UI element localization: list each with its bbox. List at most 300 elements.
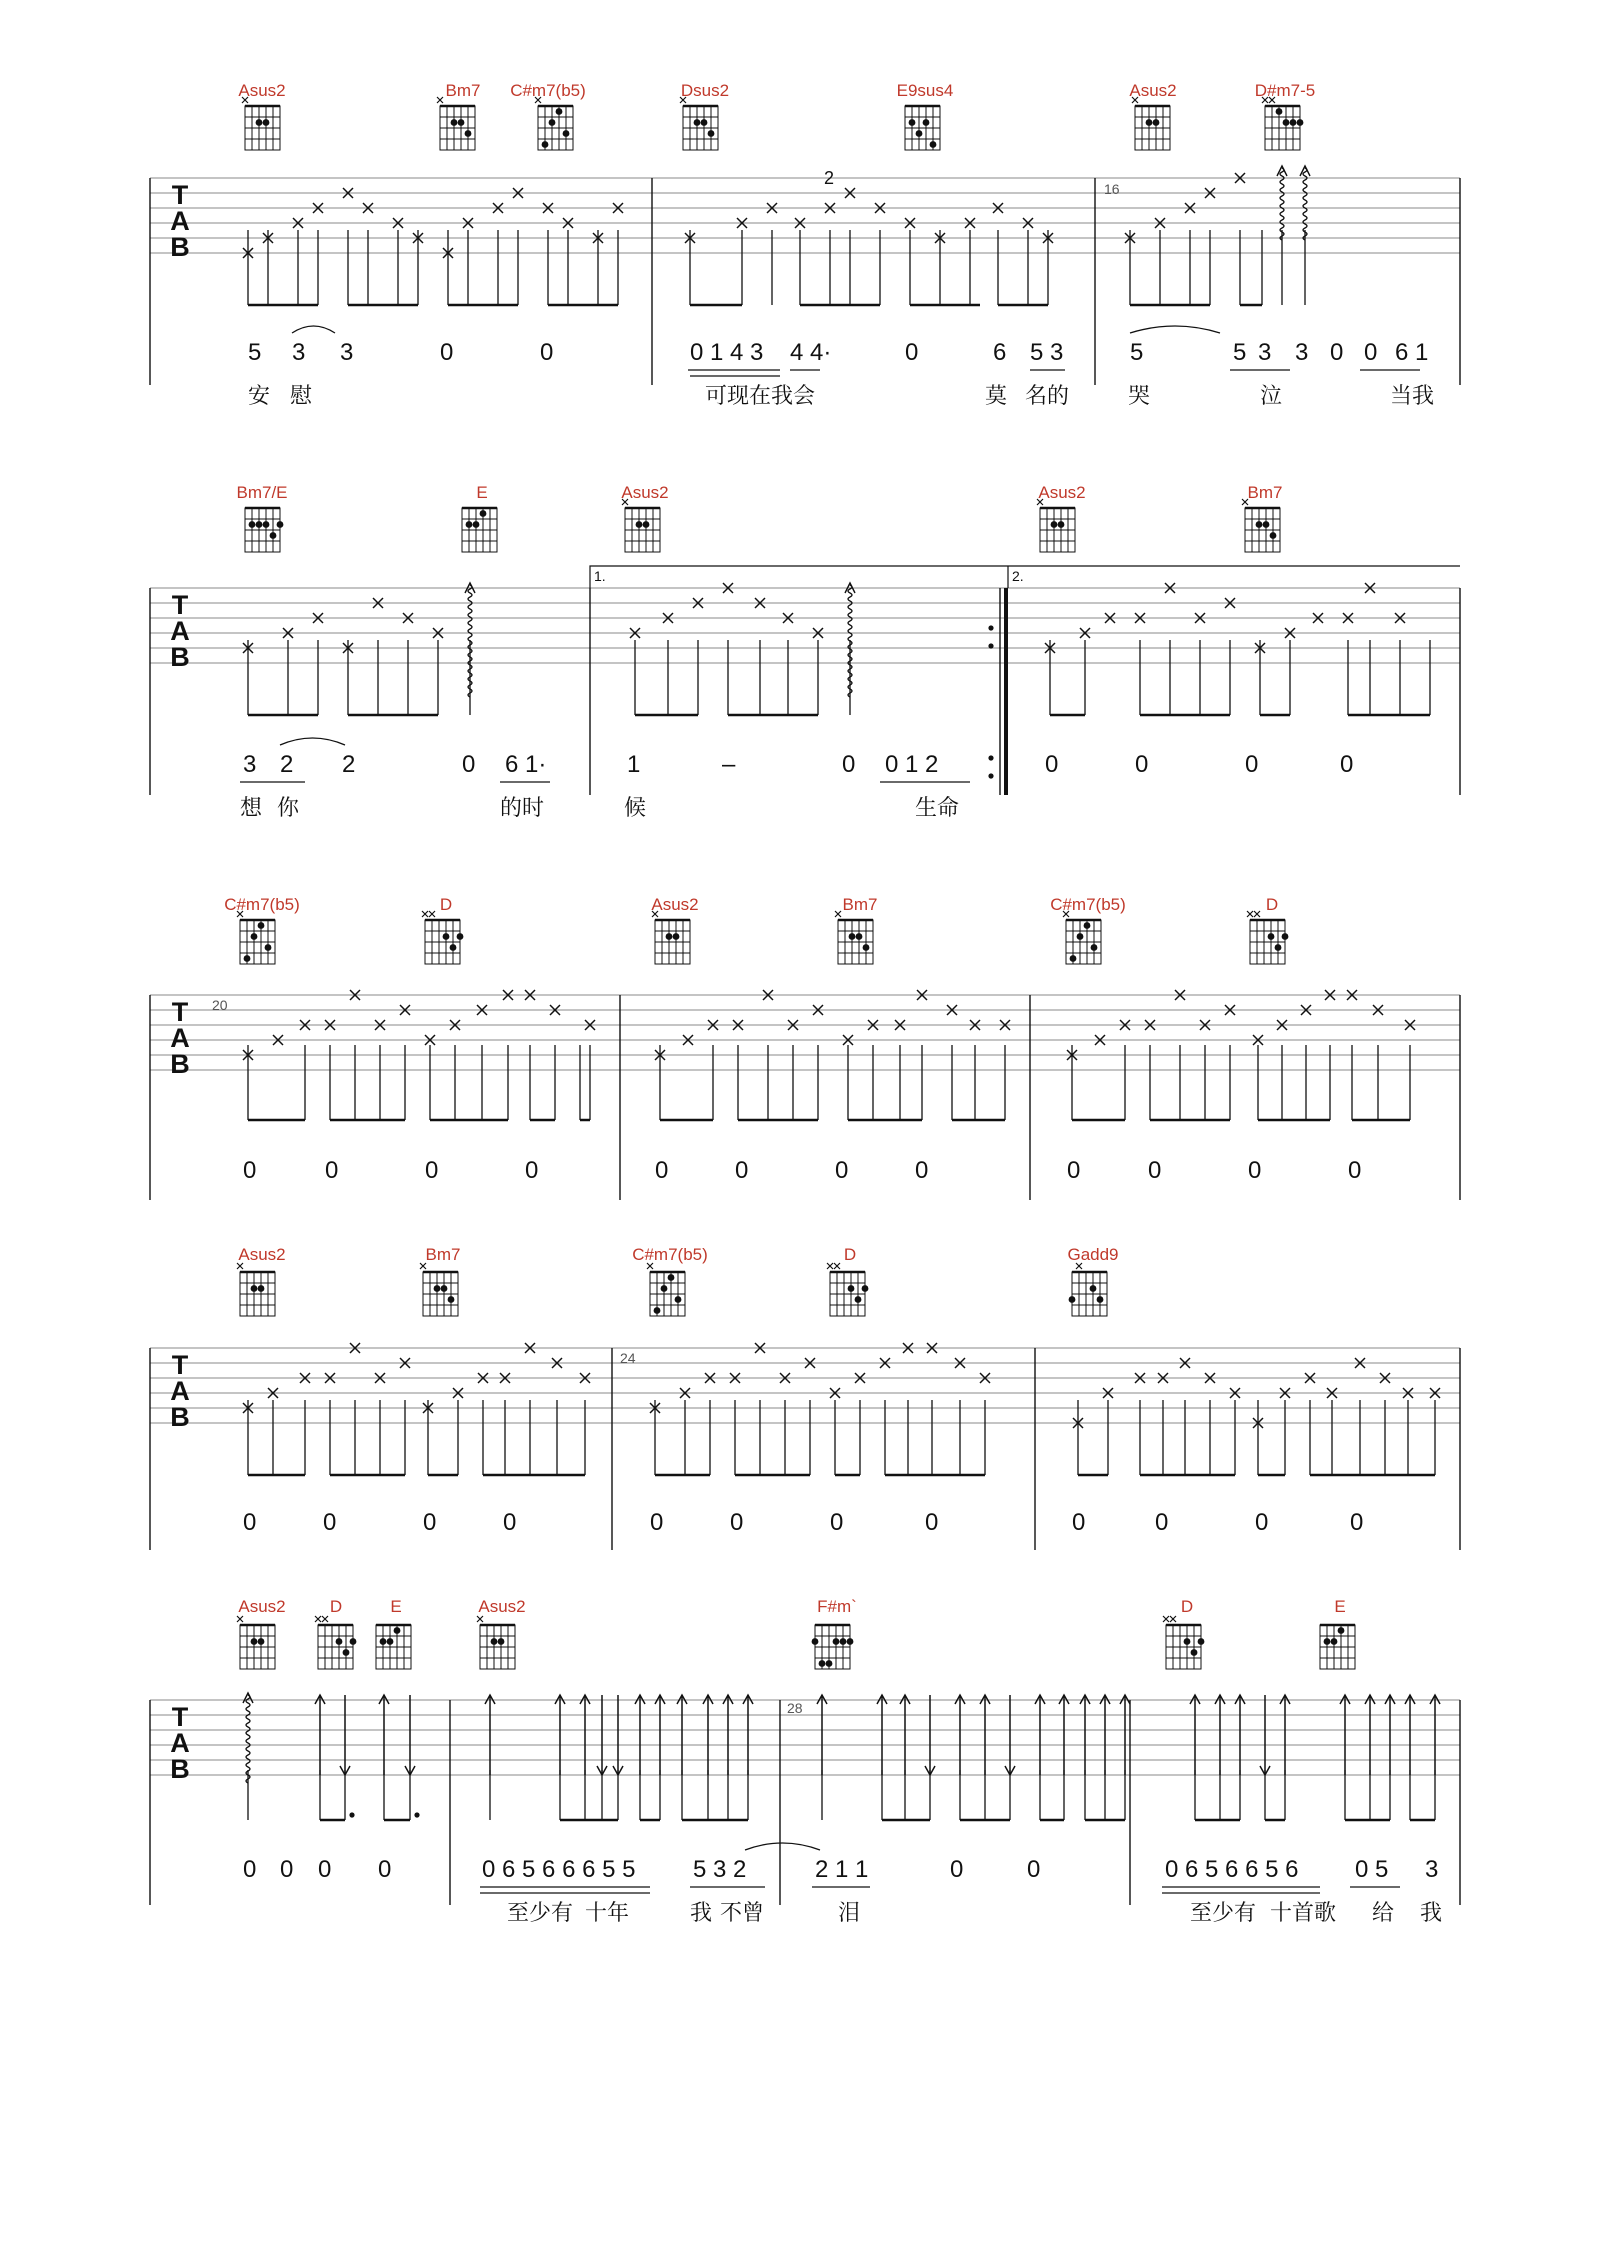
muted-string-icon — [1242, 499, 1248, 505]
jianpu-note: – — [722, 751, 736, 778]
chord-diagram-bm7 — [420, 1263, 458, 1316]
chord-name: Asus2 — [651, 895, 699, 914]
chord-name: E — [390, 1597, 402, 1616]
chord-diagram-csharpm7b5 — [237, 911, 275, 964]
jianpu-note: 0 — [1155, 1509, 1169, 1536]
chord-diagram-gadd9 — [1069, 1263, 1107, 1316]
muted-string-icon — [1247, 911, 1253, 917]
finger-dot — [1324, 1638, 1331, 1645]
finger-dot — [661, 1285, 668, 1292]
jianpu-note: 0 — [1135, 751, 1149, 778]
chord-name: D — [1180, 1597, 1194, 1616]
jianpu-note: 0 — [318, 1856, 332, 1883]
arpeggio-wave — [243, 1693, 253, 1783]
finger-dot — [1184, 1638, 1191, 1645]
measure-number: 16 — [1104, 181, 1120, 197]
chord-diagram-e — [376, 1625, 411, 1669]
system-2 — [150, 483, 1460, 821]
stems-beams — [248, 1400, 1435, 1475]
tab-clef — [170, 1350, 190, 1432]
finger-dot — [258, 922, 265, 929]
finger-dot — [1270, 532, 1277, 539]
chord-name: Asus2 — [238, 81, 286, 100]
tab-clef-a: A — [170, 1728, 190, 1758]
lyric: 安 — [248, 384, 271, 409]
finger-dot — [909, 119, 916, 126]
jianpu-note: 0 — [650, 1509, 664, 1536]
finger-dot — [1275, 944, 1282, 951]
tab-clef-b: B — [170, 1402, 190, 1432]
jianpu-note: 0 1 2 — [885, 751, 939, 778]
jianpu-note: 0 — [835, 1157, 849, 1184]
jianpu-note: 0 — [1248, 1157, 1262, 1184]
jianpu-note: 5 3 2 — [693, 1856, 747, 1883]
chord-name: C#m7(b5) — [510, 81, 586, 100]
volta-1: 1. — [594, 568, 606, 584]
jianpu-note: 0 — [243, 1157, 257, 1184]
finger-dot — [1153, 119, 1160, 126]
chord-diagram-asus2 — [652, 911, 690, 964]
jianpu-note: 6 — [993, 339, 1007, 366]
jianpu-note: 6 1· — [505, 751, 547, 778]
jianpu-line — [243, 1157, 1361, 1184]
jianpu-note: 0 — [540, 339, 554, 366]
jianpu-note: 3 — [1258, 339, 1272, 366]
stems-beams — [248, 640, 1430, 715]
jianpu-note: 3 — [292, 339, 306, 366]
muted-string-icon — [422, 911, 428, 917]
tab-clef — [170, 180, 190, 262]
jianpu-note: 5 3 — [1030, 339, 1064, 366]
finger-dot — [251, 1638, 258, 1645]
jianpu-note: 0 1 4 3 — [690, 339, 764, 366]
finger-dot — [251, 933, 258, 940]
chord-name: C#m7(b5) — [632, 1245, 708, 1264]
jianpu-line — [243, 1856, 1438, 1883]
tab-staff — [150, 1348, 1460, 1423]
jianpu-note: 2 — [280, 751, 294, 778]
lyric: 莫 — [985, 384, 1008, 409]
stems-beams — [248, 1770, 1435, 1820]
chord-diagram-csharpm7b5 — [1063, 911, 1101, 964]
finger-dot — [549, 119, 556, 126]
arrow-head-icon — [243, 1693, 253, 1703]
muted-string-icon — [322, 1616, 328, 1622]
muted-string-icon — [420, 1263, 426, 1269]
jianpu-note: 0 — [830, 1509, 844, 1536]
finger-dot — [708, 130, 715, 137]
tab-clef-a: A — [170, 1023, 190, 1053]
finger-dot — [450, 944, 457, 951]
lyric: 我 — [690, 1901, 713, 1926]
lyric: 哭 — [1128, 384, 1151, 409]
jianpu-note: 0 — [323, 1509, 337, 1536]
chord-name: D — [439, 895, 453, 914]
jianpu-note: 0 — [440, 339, 454, 366]
finger-dot — [1282, 933, 1289, 940]
finger-dot — [1051, 521, 1058, 528]
jianpu-note: 0 — [1027, 1856, 1041, 1883]
lyric: 不曾 — [720, 1901, 765, 1926]
jianpu-note: 0 — [1350, 1509, 1364, 1536]
chord-name: E9sus4 — [896, 81, 954, 100]
tab-clef-t: T — [171, 997, 189, 1027]
jianpu-note: 0 — [735, 1157, 749, 1184]
finger-dot — [350, 1638, 357, 1645]
finger-dot — [270, 532, 277, 539]
strum-arrows — [315, 1695, 1440, 1775]
finger-dot — [434, 1285, 441, 1292]
jianpu-note: 3 — [1295, 339, 1309, 366]
wave-line — [246, 1695, 250, 1783]
tie-arc — [745, 1843, 820, 1850]
measure-number: 20 — [212, 997, 228, 1013]
finger-dot — [694, 119, 701, 126]
finger-dot — [263, 521, 270, 528]
finger-dot — [258, 1638, 265, 1645]
jianpu-note: 0 — [423, 1509, 437, 1536]
muted-string-icon — [1163, 1616, 1169, 1622]
jianpu-note: 0 — [1340, 751, 1354, 778]
finger-dot — [1146, 119, 1153, 126]
lyric: 至少有 — [1190, 1901, 1257, 1926]
finger-dot — [673, 933, 680, 940]
note-marks — [243, 1343, 1440, 1428]
tab-clef-t: T — [171, 1350, 189, 1380]
tab-clef-b: B — [170, 1754, 190, 1784]
chord-diagram-bm7e — [245, 508, 283, 552]
chord-diagram-bm7 — [437, 97, 475, 150]
finger-dot — [856, 933, 863, 940]
finger-dot — [848, 1285, 855, 1292]
chord-diagram-e — [462, 508, 497, 552]
finger-dot — [1268, 933, 1275, 940]
chord-name: Asus2 — [621, 483, 669, 502]
chord-diagram-fsharpm — [812, 1625, 854, 1669]
arrow-head-icon — [1277, 166, 1287, 176]
jianpu-note: 5 — [248, 339, 262, 366]
finger-dot — [1058, 521, 1065, 528]
jianpu-note: 1 — [627, 751, 641, 778]
chord-name: Asus2 — [1038, 483, 1086, 502]
finger-dot — [812, 1638, 819, 1645]
chord-diagram-csharpm7b5 — [535, 97, 573, 150]
finger-dot — [466, 521, 473, 528]
finger-dot — [833, 1638, 840, 1645]
system-4 — [150, 1245, 1460, 1550]
lyric: 候 — [624, 796, 647, 821]
jianpu-line — [248, 339, 1428, 366]
lyric: 你 — [277, 796, 300, 821]
tab-clef-a: A — [170, 206, 190, 236]
chord-diagram-e9sus4 — [905, 106, 940, 150]
finger-dot — [636, 521, 643, 528]
finger-dot — [277, 521, 284, 528]
stems-beams — [248, 230, 1305, 305]
finger-dot — [819, 1660, 826, 1667]
repeat-end — [988, 588, 1006, 795]
chord-diagram-csharpm7b5 — [647, 1263, 685, 1316]
chord-name: C#m7(b5) — [224, 895, 300, 914]
finger-dot — [862, 1285, 869, 1292]
jianpu-note: 3 — [1425, 1856, 1439, 1883]
lyric: 名的 — [1025, 384, 1070, 409]
chord-diagram-d — [315, 1616, 356, 1669]
chord-name: Asus2 — [478, 1597, 526, 1616]
chord-name: Bm7 — [1247, 483, 1283, 502]
finger-dot — [448, 1296, 455, 1303]
finger-dot — [1090, 1285, 1097, 1292]
finger-dot — [265, 944, 272, 951]
finger-dot — [244, 955, 251, 962]
lyric: 我 — [1420, 1901, 1443, 1926]
chord-name: Bm7 — [842, 895, 878, 914]
jianpu-note: 0 — [950, 1856, 964, 1883]
system-1 — [150, 81, 1460, 409]
arpeggio-wave — [1300, 166, 1310, 240]
finger-dot — [840, 1638, 847, 1645]
finger-dot — [563, 130, 570, 137]
finger-dot — [336, 1638, 343, 1645]
chord-diagram-asus2 — [242, 97, 280, 150]
chord-name: Asus2 — [238, 1597, 286, 1616]
finger-dot — [1077, 933, 1084, 940]
measure-number: 28 — [787, 1700, 803, 1716]
finger-dot — [916, 130, 923, 137]
finger-dot — [675, 1296, 682, 1303]
chord-diagram-asus2 — [237, 1263, 275, 1316]
jianpu-note: 0 6 5 6 6 5 6 — [1165, 1856, 1299, 1883]
chord-diagram-asus2 — [1132, 97, 1170, 150]
jianpu-note: 0 — [325, 1157, 339, 1184]
finger-dot — [451, 119, 458, 126]
jianpu-note: 0 — [1245, 751, 1259, 778]
lyric: 想 — [240, 796, 263, 821]
jianpu-note: 0 — [462, 751, 476, 778]
lyrics-line — [248, 384, 1434, 409]
muted-string-icon — [1254, 911, 1260, 917]
chord-name: D — [1265, 895, 1279, 914]
chord-diagram-asus2 — [622, 499, 660, 552]
lyric: 慰 — [290, 384, 313, 409]
jianpu-note: 4 4· — [790, 339, 832, 366]
jianpu-note: 0 — [1072, 1509, 1086, 1536]
finger-dot — [556, 108, 563, 115]
finger-dot — [1263, 521, 1270, 528]
jianpu-note: 0 — [1148, 1157, 1162, 1184]
chord-name: Dsus2 — [680, 81, 730, 100]
jianpu-note: 2 1 1 — [815, 1856, 869, 1883]
chord-diagram-asus2 — [1037, 499, 1075, 552]
chord-diagram-d — [1163, 1616, 1204, 1669]
jianpu-note: 0 — [1045, 751, 1059, 778]
chord-diagram-dsharpm75 — [1262, 97, 1303, 150]
finger-dot — [847, 1638, 854, 1645]
finger-dot — [826, 1660, 833, 1667]
chord-name: D#m7-5 — [1254, 81, 1316, 100]
jianpu-note: 0 — [1330, 339, 1344, 366]
finger-dot — [1256, 521, 1263, 528]
finger-dot — [480, 510, 487, 517]
jianpu-note: 0 — [378, 1856, 392, 1883]
finger-dot — [849, 933, 856, 940]
finger-dot — [1198, 1638, 1205, 1645]
jianpu-note: 0 — [243, 1509, 257, 1536]
finger-dot — [930, 141, 937, 148]
chord-diagram-dsus2 — [680, 97, 718, 150]
finger-dot — [465, 130, 472, 137]
muted-string-icon — [835, 911, 841, 917]
jianpu-note: 0 — [1364, 339, 1378, 366]
chord-diagram-d — [1247, 911, 1288, 964]
tab-staff — [150, 178, 1460, 253]
volta-brackets — [590, 566, 1460, 588]
tab-clef-a: A — [170, 1376, 190, 1406]
finger-dot — [380, 1638, 387, 1645]
finger-dot — [1331, 1638, 1338, 1645]
chord-name: Bm7 — [425, 1245, 461, 1264]
chord-name: E — [1334, 1597, 1346, 1616]
chord-diagram-bm7 — [1242, 499, 1280, 552]
measure-number: 24 — [620, 1350, 636, 1366]
finger-dot — [1191, 1649, 1198, 1656]
lyric: 当我 — [1390, 384, 1435, 409]
finger-dot — [263, 119, 270, 126]
jianpu-note: 0 — [503, 1509, 517, 1536]
finger-dot — [1070, 955, 1077, 962]
finger-dot — [1276, 108, 1283, 115]
chord-name: D — [329, 1597, 343, 1616]
tab-clef — [170, 590, 190, 672]
jianpu-note: 0 — [280, 1856, 294, 1883]
tab-clef — [170, 997, 190, 1079]
jianpu-note: 3 — [243, 751, 257, 778]
jianpu-note: 0 — [905, 339, 919, 366]
jianpu-note: 6 1 — [1395, 339, 1429, 366]
finger-dot — [394, 1627, 401, 1634]
finger-dot — [1338, 1627, 1345, 1634]
finger-dot — [701, 119, 708, 126]
jianpu-note: 5 — [1233, 339, 1247, 366]
chord-name: D — [843, 1245, 857, 1264]
finger-dot — [256, 521, 263, 528]
jianpu-note: 0 — [425, 1157, 439, 1184]
lyric: 生命 — [915, 796, 960, 821]
chord-diagram-bm7 — [835, 911, 873, 964]
finger-dot — [1290, 119, 1297, 126]
tie-arc — [292, 326, 335, 333]
fret-number: 2 — [823, 168, 835, 188]
finger-dot — [1069, 1296, 1076, 1303]
jianpu-note: 3 — [340, 339, 354, 366]
finger-dot — [458, 119, 465, 126]
chord-name: Asus2 — [238, 1245, 286, 1264]
finger-dot — [1091, 944, 1098, 951]
jianpu-note: 0 — [655, 1157, 669, 1184]
jianpu-note: 0 — [525, 1157, 539, 1184]
arrow-head-icon — [1300, 166, 1310, 176]
finger-dot — [855, 1296, 862, 1303]
lyric: 至少有 — [507, 1901, 574, 1926]
jianpu-note: 0 — [842, 751, 856, 778]
finger-dot — [654, 1307, 661, 1314]
finger-dot — [343, 1649, 350, 1656]
chord-name: Gadd9 — [1067, 1245, 1119, 1264]
tab-clef-b: B — [170, 232, 190, 262]
finger-dot — [542, 141, 549, 148]
lyric: 给 — [1372, 1901, 1395, 1926]
chord-diagram-d — [422, 911, 463, 964]
lyrics-line — [507, 1901, 1442, 1926]
tab-staff — [150, 1700, 1460, 1775]
finger-dot — [457, 933, 464, 940]
jianpu-note: 0 — [1255, 1509, 1269, 1536]
wave-line — [1303, 168, 1307, 240]
finger-dot — [473, 521, 480, 528]
jianpu-note: 0 6 5 6 6 6 5 5 — [482, 1856, 636, 1883]
tab-clef — [170, 1702, 190, 1784]
finger-dot — [387, 1638, 394, 1645]
finger-dot — [491, 1638, 498, 1645]
tab-clef-t: T — [171, 590, 189, 620]
tab-staff — [150, 995, 1460, 1070]
volta-2: 2. — [1012, 568, 1024, 584]
finger-dot — [1084, 922, 1091, 929]
system-5 — [150, 1597, 1460, 1926]
jianpu-note: 0 — [1067, 1157, 1081, 1184]
finger-dot — [258, 1285, 265, 1292]
lyric: 十年 — [585, 1901, 630, 1926]
stems-beams — [248, 1045, 1410, 1120]
finger-dot — [441, 1285, 448, 1292]
muted-string-icon — [437, 97, 443, 103]
chord-name: F#m` — [817, 1597, 857, 1616]
finger-dot — [643, 521, 650, 528]
chord-name: Bm7/E — [236, 483, 288, 502]
tab-clef-b: B — [170, 642, 190, 672]
jianpu-note: 0 — [925, 1509, 939, 1536]
tab-clef-t: T — [171, 180, 189, 210]
muted-string-icon — [834, 1263, 840, 1269]
chord-name: Bm7 — [445, 81, 481, 100]
finger-dot — [249, 521, 256, 528]
finger-dot — [498, 1638, 505, 1645]
system-3 — [150, 895, 1460, 1200]
chord-diagram-asus2 — [477, 1616, 515, 1669]
chord-diagram-asus2 — [237, 1616, 275, 1669]
muted-string-icon — [429, 911, 435, 917]
chord-diagram-d — [827, 1263, 868, 1316]
muted-string-icon — [477, 1616, 483, 1622]
arpeggio-wave — [1277, 166, 1287, 240]
finger-dot — [256, 119, 263, 126]
jianpu-note: 5 — [1130, 339, 1144, 366]
jianpu-note: 0 5 — [1355, 1856, 1389, 1883]
finger-dot — [1097, 1296, 1104, 1303]
muted-string-icon — [827, 1263, 833, 1269]
chord-name: C#m7(b5) — [1050, 895, 1126, 914]
finger-dot — [251, 1285, 258, 1292]
wave-line — [1280, 168, 1284, 240]
finger-dot — [668, 1274, 675, 1281]
jianpu-note: 0 — [730, 1509, 744, 1536]
chord-name: E — [476, 483, 488, 502]
tab-clef-t: T — [171, 1702, 189, 1732]
tie-arc — [280, 738, 345, 745]
muted-string-icon — [237, 1616, 243, 1622]
lyric: 的时 — [500, 796, 545, 821]
jianpu-line — [243, 1509, 1363, 1536]
